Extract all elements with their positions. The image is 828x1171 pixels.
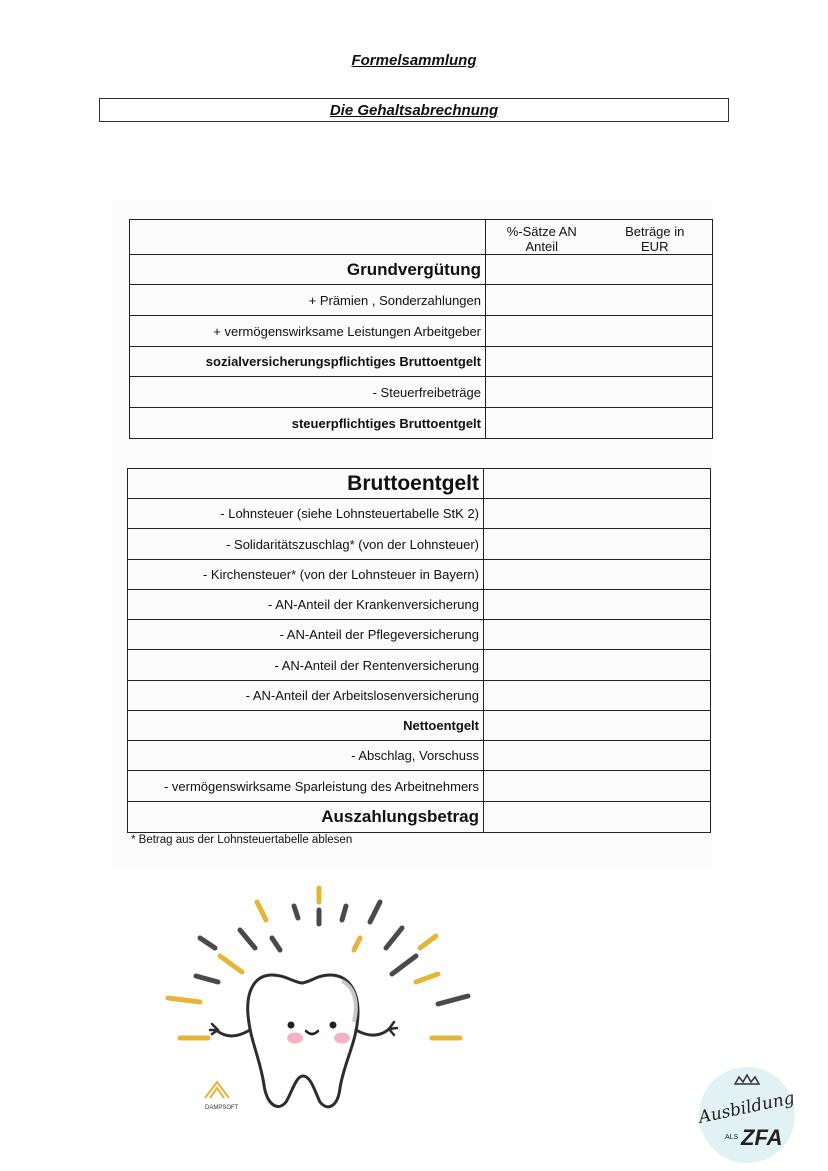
table-row	[128, 711, 711, 741]
dampsoft-logo-icon	[205, 1082, 239, 1111]
table-row	[130, 408, 713, 439]
percent-cell[interactable]	[484, 771, 596, 802]
percent-header: %-Sätze AN Anteil	[486, 220, 598, 255]
table-row	[128, 499, 711, 529]
percent-cell[interactable]	[484, 711, 596, 741]
table-header-row	[130, 220, 713, 255]
percent-cell[interactable]	[486, 255, 598, 285]
row-label: + vermögenswirksame Leistungen Arbeitgeber	[130, 316, 486, 347]
row-label: Bruttoentgelt	[128, 469, 484, 499]
table-row	[128, 529, 711, 560]
amount-cell[interactable]	[596, 681, 711, 711]
percent-cell[interactable]	[484, 620, 596, 650]
percent-cell[interactable]	[486, 347, 598, 377]
section-title: Die Gehaltsabrechnung	[329, 102, 499, 119]
percent-cell[interactable]	[484, 469, 596, 499]
row-label: + Prämien , Sonderzahlungen	[130, 285, 486, 316]
row-label: - Abschlag, Vorschuss	[128, 741, 484, 771]
table-row	[128, 469, 711, 499]
amount-header: Beträge in EUR	[598, 220, 713, 255]
table-row	[128, 681, 711, 711]
amount-cell[interactable]	[596, 741, 711, 771]
row-label: - Solidaritätszuschlag* (von der Lohnsteuer)	[128, 529, 484, 560]
net-salary-table	[127, 468, 711, 833]
amount-cell[interactable]	[596, 620, 711, 650]
amount-cell[interactable]	[596, 560, 711, 590]
table-row	[130, 347, 713, 377]
row-label: sozialversicherungspflichtiges Bruttoentgelt	[130, 347, 486, 377]
row-label: - AN-Anteil der Pflegeversicherung	[128, 620, 484, 650]
row-label: - vermögenswirksame Sparleistung des Arbeitnehmers	[128, 771, 484, 802]
gross-salary-table	[129, 219, 713, 439]
percent-cell[interactable]	[484, 802, 596, 833]
row-label: - AN-Anteil der Krankenversicherung	[128, 590, 484, 620]
amount-cell[interactable]	[596, 529, 711, 560]
row-label: Nettoentgelt	[128, 711, 484, 741]
percent-cell[interactable]	[484, 560, 596, 590]
table-row	[128, 620, 711, 650]
amount-cell[interactable]	[598, 285, 713, 316]
percent-cell[interactable]	[484, 499, 596, 529]
amount-cell[interactable]	[596, 590, 711, 620]
svg-text:Ausbildung: Ausbildung	[697, 1088, 797, 1128]
svg-text:ALS: ALS	[725, 1134, 739, 1141]
row-label: - AN-Anteil der Rentenversicherung	[128, 650, 484, 681]
amount-cell[interactable]	[596, 469, 711, 499]
percent-cell[interactable]	[484, 681, 596, 711]
row-label: - Kirchensteuer* (von der Lohnsteuer in Bayern)	[128, 560, 484, 590]
svg-text:ZFA: ZFA	[741, 1125, 783, 1150]
table-row	[128, 802, 711, 833]
percent-cell[interactable]	[484, 529, 596, 560]
row-label: steuerpflichtiges Bruttoentgelt	[130, 408, 486, 439]
amount-cell[interactable]	[596, 650, 711, 681]
zfa-badge-icon	[697, 1065, 797, 1165]
row-label: Auszahlungsbetrag	[128, 802, 484, 833]
row-label: - Steuerfreibeträge	[130, 377, 486, 408]
amount-cell[interactable]	[596, 499, 711, 529]
tooth-mascot-icon	[160, 880, 480, 1125]
percent-cell[interactable]	[486, 377, 598, 408]
percent-cell[interactable]	[484, 650, 596, 681]
amount-cell[interactable]	[598, 255, 713, 285]
label-header-cell	[130, 220, 486, 255]
amount-cell[interactable]	[598, 347, 713, 377]
table-row	[128, 590, 711, 620]
row-label: Grundvergütung	[130, 255, 486, 285]
table-row	[130, 285, 713, 316]
row-label: - AN-Anteil der Arbeitslosenversicherung	[128, 681, 484, 711]
section-title-box	[99, 98, 729, 122]
svg-text:DAMPSOFT: DAMPSOFT	[205, 1105, 239, 1111]
percent-cell[interactable]	[486, 316, 598, 347]
page-title: Formelsammlung	[351, 52, 477, 69]
table-row	[130, 316, 713, 347]
amount-cell[interactable]	[598, 316, 713, 347]
amount-cell[interactable]	[598, 377, 713, 408]
amount-cell[interactable]	[596, 771, 711, 802]
percent-cell[interactable]	[484, 590, 596, 620]
table-row	[128, 560, 711, 590]
percent-cell[interactable]	[484, 741, 596, 771]
amount-cell[interactable]	[596, 802, 711, 833]
percent-cell[interactable]	[486, 285, 598, 316]
table-row	[130, 377, 713, 408]
table-row	[128, 741, 711, 771]
amount-cell[interactable]	[596, 711, 711, 741]
table-row	[128, 650, 711, 681]
amount-cell[interactable]	[598, 408, 713, 439]
footnote: * Betrag aus der Lohnsteuertabelle ablesen	[131, 834, 353, 846]
row-label: - Lohnsteuer (siehe Lohnsteuertabelle StK 2)	[128, 499, 484, 529]
percent-cell[interactable]	[486, 408, 598, 439]
table-row	[128, 771, 711, 802]
table-row	[130, 255, 713, 285]
